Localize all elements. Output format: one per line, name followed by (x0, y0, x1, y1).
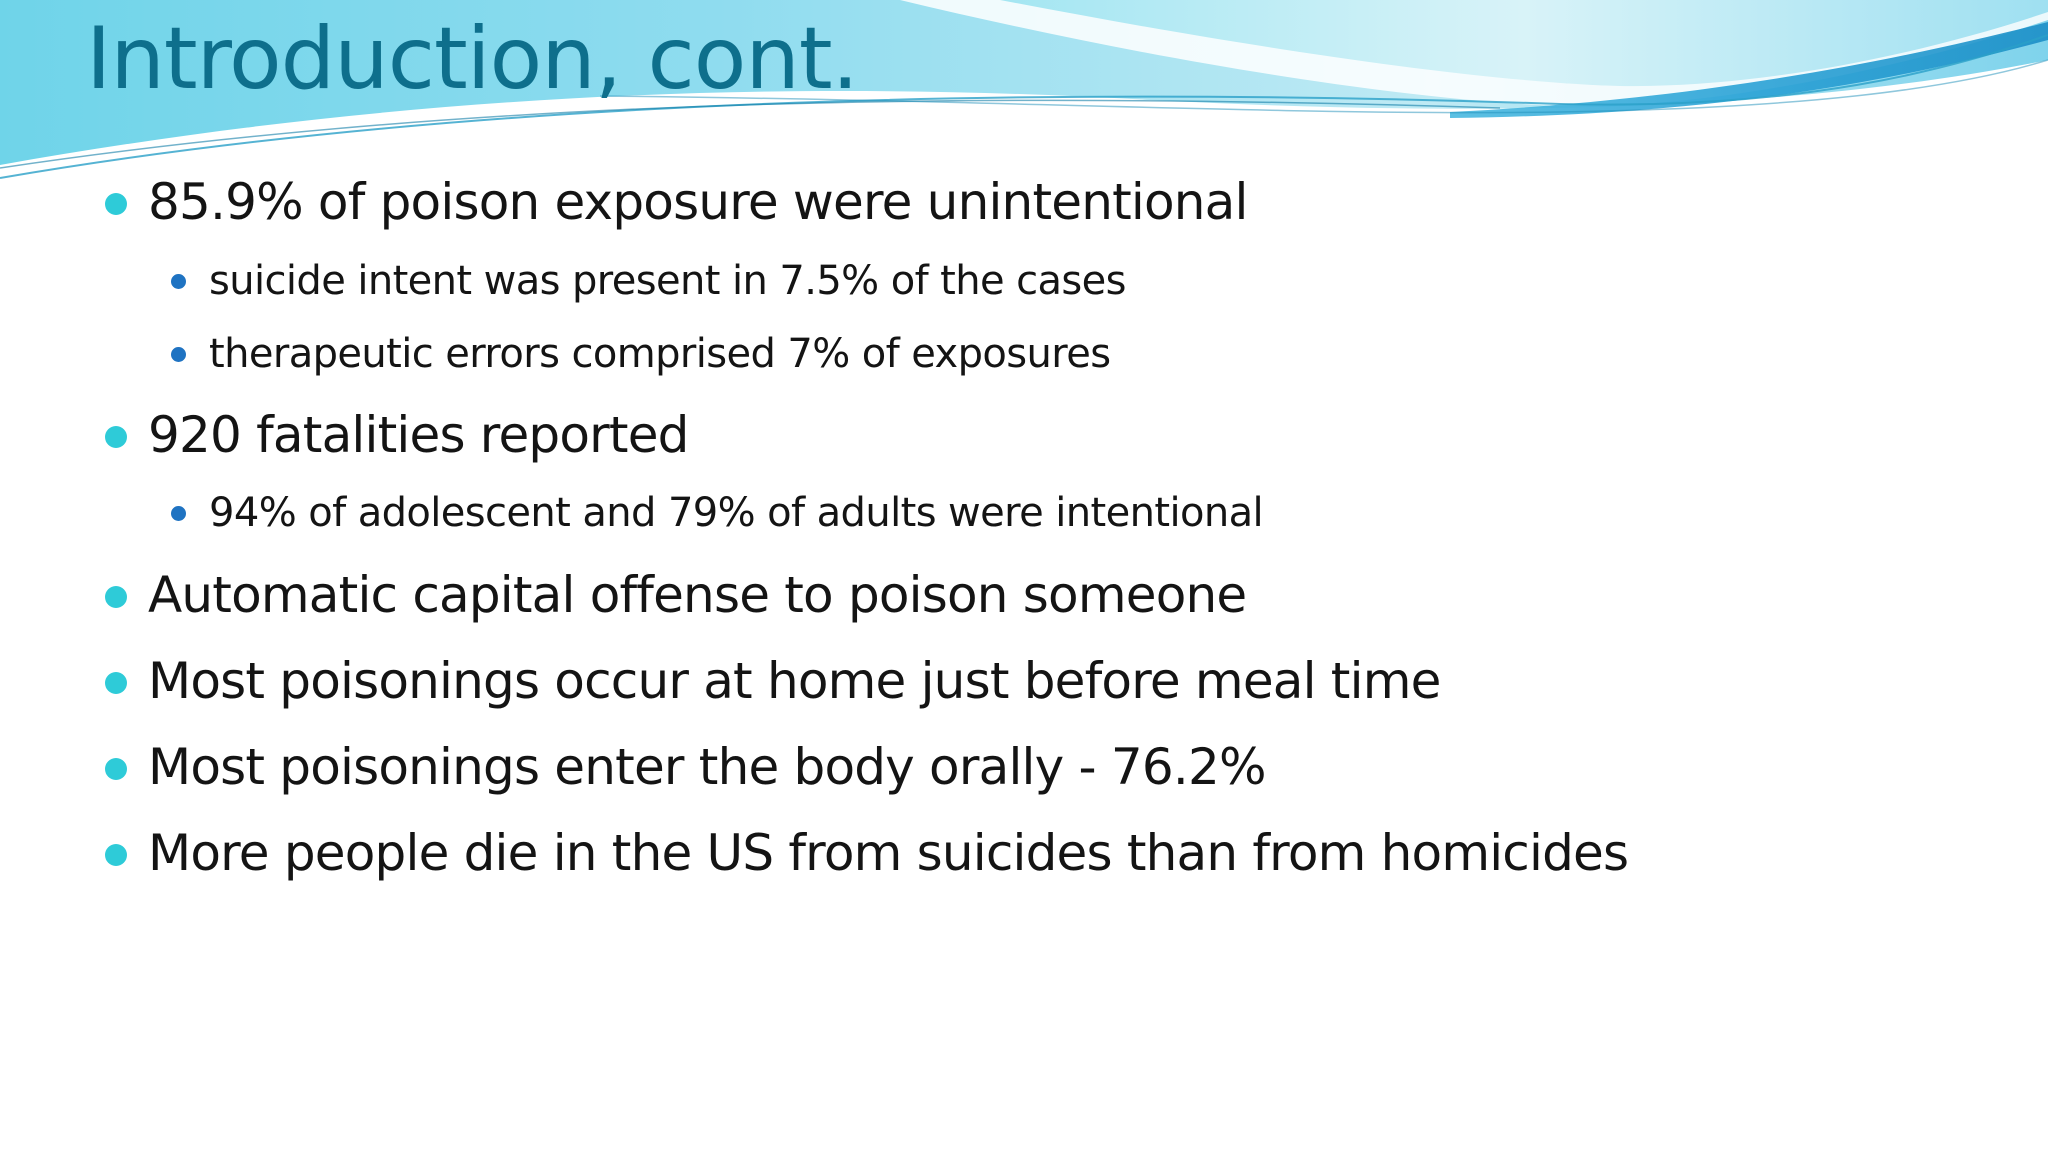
bullet-dot-icon (105, 672, 127, 694)
bullet-dot-icon (105, 844, 127, 866)
bullet-dot-icon (105, 586, 127, 608)
bullet-item (148, 651, 1441, 711)
bullet-dot-icon (105, 426, 127, 448)
sub-bullet-text: suicide intent was present in 7.5% of the cases (209, 258, 1126, 304)
bullet-item (148, 823, 1628, 883)
sub-bullet-dot-icon (171, 506, 186, 521)
bullet-item (148, 737, 1266, 797)
bullet-item (148, 172, 1248, 232)
bullet-item (148, 565, 1246, 625)
bullet-dot-icon (105, 193, 127, 215)
sub-bullet-item (209, 489, 1263, 537)
bullet-dot-icon (105, 758, 127, 780)
bullet-text: Automatic capital offense to poison someone (148, 566, 1247, 624)
bullet-item (148, 405, 689, 465)
sub-bullet-text: 94% of adolescent and 79% of adults were intentional (209, 490, 1264, 536)
bullet-text: Most poisonings occur at home just before meal time (148, 652, 1441, 710)
bullet-text: Most poisonings enter the body orally - 76.2% (148, 738, 1266, 796)
bullet-text: More people die in the US from suicides than from homicides (148, 824, 1629, 882)
bullet-text: 920 fatalities reported (148, 406, 689, 464)
sub-bullet-item (209, 330, 1110, 378)
sub-bullet-dot-icon (171, 274, 186, 289)
sub-bullet-item (209, 257, 1126, 305)
sub-bullet-dot-icon (171, 347, 186, 362)
slide-title: Introduction, cont. (86, 9, 858, 109)
sub-bullet-text: therapeutic errors comprised 7% of exposures (209, 331, 1111, 377)
bullet-text: 85.9% of poison exposure were unintentional (148, 173, 1248, 231)
